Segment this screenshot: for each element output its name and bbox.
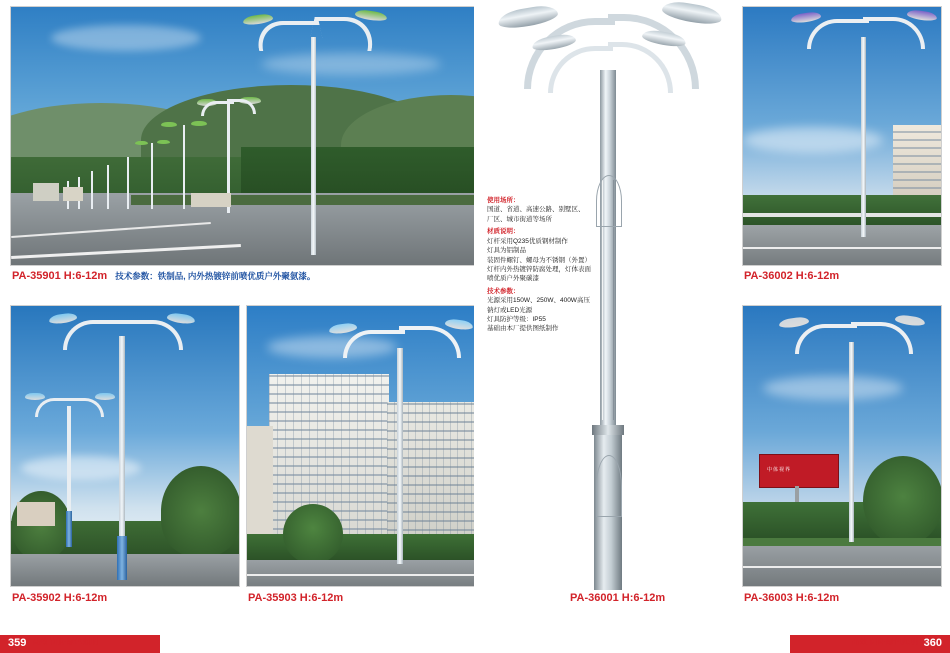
page-number-left: 359 — [8, 637, 27, 649]
lamp-pole-main — [861, 37, 866, 237]
figure-caption-1 — [12, 270, 315, 282]
lamp-pole-base — [117, 536, 127, 580]
road-surface — [743, 542, 941, 586]
cloud-icon — [51, 25, 201, 51]
lamp-pole — [183, 125, 185, 209]
lamp-pole — [127, 157, 129, 209]
page-footer — [0, 627, 950, 653]
figure-code-1: PA-35901 H:6-12m — [12, 270, 108, 282]
figure-code-3: PA-35903 H:6-12m — [248, 592, 344, 604]
tree-shape — [161, 466, 240, 556]
spec-line: 喷优质户外聚碳漆 — [487, 275, 539, 283]
spec-heading-params: 技术参数： — [487, 287, 520, 295]
road-surface — [743, 225, 941, 265]
lamp-pole-main — [849, 342, 854, 542]
figure-caption-6 — [744, 592, 839, 604]
figure-photo-2 — [10, 305, 240, 587]
figure-code-2: PA-35902 H:6-12m — [12, 592, 108, 604]
spec-line: 装固件螺钉、螺母为不锈钢（外置） — [487, 256, 591, 264]
figure-photo-3 — [246, 305, 476, 587]
lamp-head — [497, 3, 559, 31]
footer-text-left: 高效节能·绿色照明 — [32, 637, 99, 646]
cloud-icon — [763, 376, 903, 400]
palm-tree — [283, 504, 343, 564]
figure-photo-5 — [742, 6, 942, 266]
pole-joint — [592, 425, 624, 435]
lamp-pole-main — [397, 348, 403, 564]
lamp-head — [135, 141, 148, 145]
lamp-pole-main — [119, 336, 125, 536]
guardrail — [743, 213, 941, 217]
page-gutter — [474, 0, 476, 627]
figure-photo-1 — [10, 6, 476, 266]
lamp-head — [161, 122, 177, 127]
lamp-pole — [151, 143, 153, 209]
figure-caption-4 — [570, 592, 665, 604]
spec-heading-usage: 使用场所： — [487, 197, 520, 204]
building-shape — [17, 502, 55, 526]
pole-decor-leaf — [596, 455, 622, 517]
lamp-pole — [91, 171, 93, 209]
spec-line: 基础由本厂提供图纸制作 — [487, 325, 559, 333]
lamp-pole — [311, 37, 316, 255]
spec-heading-material: 材质说明： — [487, 228, 520, 236]
spec-line: 灯杆内外热镀锌防腐处理，灯体表面 — [487, 265, 591, 273]
lamp-head — [191, 121, 207, 126]
road-marking — [743, 247, 941, 249]
building-shape — [33, 183, 59, 201]
footer-text-right: 高效节能·绿色照明 — [851, 637, 918, 646]
road-marking — [743, 566, 941, 568]
billboard-text: 中体视界 — [767, 467, 792, 473]
figure-code-4: PA-36001 H:6-12m — [570, 592, 666, 604]
cloud-icon — [261, 53, 441, 75]
lamp-head — [25, 393, 45, 400]
spec-line: 灯具防护等级：IP55 — [487, 316, 546, 324]
tree-shape — [863, 456, 942, 546]
figure-photo-6 — [742, 305, 942, 587]
page-number-right: 360 — [923, 637, 942, 649]
spec-line: 光源采用150W、250W、400W高压 — [487, 297, 590, 305]
building-shape — [191, 193, 231, 207]
lamp-head — [661, 0, 723, 27]
tree-band — [247, 534, 475, 560]
road-surface — [247, 560, 475, 586]
road-marking — [247, 574, 475, 576]
spec-line: 厂区、城市街道等场所 — [487, 215, 552, 223]
figure-caption-5 — [744, 270, 839, 282]
lamp-pole — [107, 165, 109, 209]
lamp-pole-base — [66, 511, 72, 547]
figure-code-5: PA-36002 H:6-12m — [744, 270, 840, 282]
tree-band — [743, 195, 941, 227]
building-shape — [247, 426, 273, 538]
figure-tech-1: 技术参数：铁制品, 内外热镀锌前喷优质户外聚氨漆。 — [115, 271, 316, 281]
lamp-head — [95, 393, 115, 400]
spec-line: 钠灯或LED光源 — [487, 306, 533, 314]
spec-text-block — [487, 196, 607, 334]
lamp-head — [157, 140, 170, 144]
spec-line: 灯具为铝制品 — [487, 247, 526, 255]
figure-caption-2 — [12, 592, 107, 604]
spec-line: 灯杆采用Q235优质钢材制作 — [487, 237, 568, 245]
figure-caption-3 — [248, 592, 343, 604]
figure-code-6: PA-36003 H:6-12m — [744, 592, 840, 604]
building-windows — [893, 125, 941, 205]
hedge-strip — [743, 538, 941, 546]
building-shape — [63, 187, 83, 201]
spec-line: 国道、省道、高速公路、别墅区、 — [487, 206, 585, 214]
